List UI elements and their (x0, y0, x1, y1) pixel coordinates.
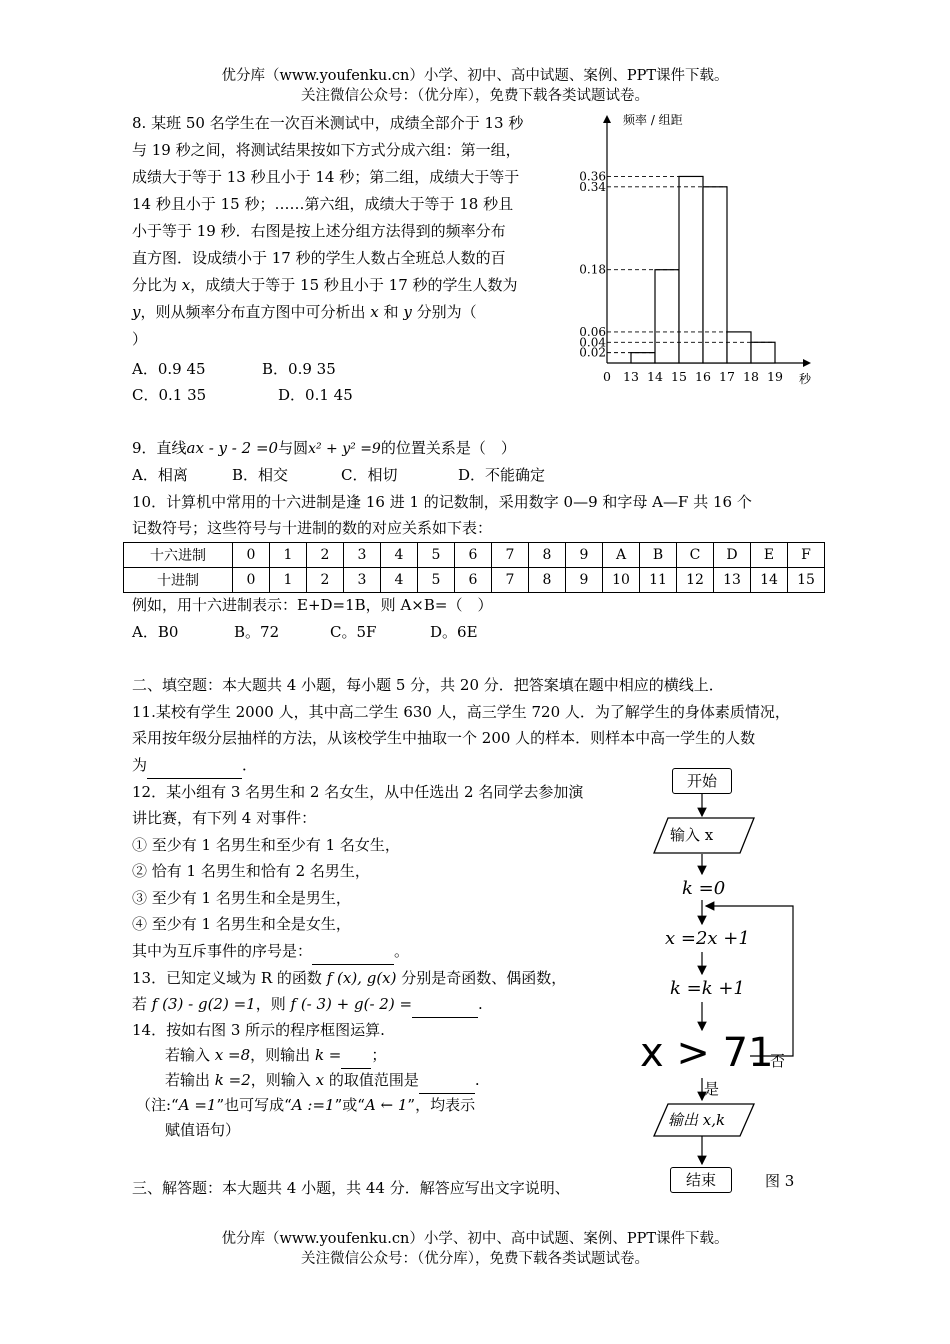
q8-option-b: B．0.9 35 (262, 360, 336, 378)
y-tick-label: 0.02 (579, 345, 606, 360)
flow-condition: x > 71 (640, 1030, 774, 1076)
table-cell: 11 (640, 568, 677, 593)
q9-option-a: A．相离 (132, 466, 188, 484)
x-tick-label: 15 (671, 369, 687, 384)
histogram-bar (751, 342, 775, 363)
table-cell: 8 (529, 568, 566, 593)
x-tick-label: 14 (647, 369, 663, 384)
q10-line-2: 记数符号；这些符号与十进制的数的对应关系如下表： (132, 519, 493, 537)
q12-event-1: ① 至少有 1 名男生和至少有 1 名女生， (132, 836, 400, 854)
table-cell: 14 (751, 568, 788, 593)
table-cell: 7 (492, 568, 529, 593)
header-line-2: 关注微信公众号：（优分库），免费下载各类试题试卷。 (301, 88, 649, 104)
table-cell: 9 (566, 543, 603, 568)
flow-yes-label: 是 (704, 1080, 720, 1098)
q8-option-c: C．0.1 35 (132, 386, 207, 404)
q14-line-1: 14．按如右图 3 所示的程序框图运算. (132, 1021, 385, 1039)
y-tick-label: 0.06 (579, 324, 606, 339)
table-row (124, 543, 825, 568)
y-tick-label: 0.04 (579, 335, 606, 350)
table-cell: F (788, 543, 825, 568)
table-cell: 3 (344, 568, 381, 593)
q8-line-7: 分比为 x，成绩大于等于 15 秒且小于 17 秒的学生人数为 (132, 276, 518, 294)
table-cell: 12 (677, 568, 714, 593)
q12-question: 其中为互斥事件的序号是： 。 (132, 938, 409, 965)
q12-line-2: 讲比赛，有下列 4 对事件： (132, 809, 317, 827)
q8-line: 8. 某班 50 名学生在一次百米测试中，成绩全部介于 13 秒 (132, 114, 524, 132)
footer-line-2: 关注微信公众号：（优分库），免费下载各类试题试卷。 (301, 1251, 649, 1267)
x-axis-arrow (803, 359, 811, 367)
x-tick-label: 18 (743, 369, 759, 384)
q8-line: 14 秒且小于 15 秒；……第六组，成绩大于等于 18 秒且 (132, 195, 514, 213)
q8-option-a: A．0.9 45 (132, 360, 206, 378)
q8-option-d: D．0.1 45 (278, 386, 353, 404)
q8-line: 小于等于 19 秒．右图是按上述分组方法得到的频率分布 (132, 222, 506, 240)
x-tick-label: 13 (623, 369, 639, 384)
q10-option-b: B。72 (234, 623, 280, 641)
table-cell: 1 (270, 543, 307, 568)
flow-output-text: 输出 x,k (668, 1111, 726, 1129)
y-tick-label: 0.18 (579, 262, 606, 277)
footer-line-1: 优分库（www.youfenku.cn）小学、初中、高中试题、案例、PPT课件下载。 (221, 1231, 729, 1247)
table-cell: 9 (566, 568, 603, 593)
q14-note: （注:“A =1”也可写成“A :=1”或“A ← 1”，均表示 (136, 1096, 476, 1114)
q14-output-k-blank[interactable] (341, 1042, 371, 1069)
x-tick-label: 0 (603, 369, 611, 384)
flow-input-text: 输入 x (670, 826, 714, 844)
x-tick-label: 16 (695, 369, 711, 384)
histogram-bar (703, 187, 727, 363)
table-cell: 13 (714, 568, 751, 593)
flow-no-label: 否 (770, 1052, 786, 1070)
q12-event-2: ② 恰有 1 名男生和恰有 2 名男生， (132, 862, 370, 880)
y-tick-label: 0.34 (579, 179, 606, 194)
q8-line-8: y，则从频率分布直方图中可分析出 x 和 y 分别为（ (132, 303, 477, 321)
q9-line-equation: ax - y - 2 =0 (186, 439, 279, 457)
q11-line-3: 为 ． (132, 752, 257, 779)
q8-line-9: ） (132, 330, 148, 348)
histogram-bar (679, 176, 703, 363)
q8-line: 与 19 秒之间，将测试结果按如下方式分成六组：第一组， (132, 141, 521, 159)
q13-answer-blank[interactable] (412, 991, 478, 1018)
flow-end-box: 结束 (670, 1167, 732, 1193)
table-cell: 3 (344, 543, 381, 568)
frequency-histogram (575, 105, 825, 395)
question-9: 9．直线ax - y - 2 =0与圆x² + y² =9的位置关系是（ ） (132, 439, 516, 457)
figure-3-label: 图 3 (765, 1172, 795, 1190)
x-tick-label: 17 (719, 369, 735, 384)
table-cell: 10 (603, 568, 640, 593)
q12-line-1: 12．某小组有 3 名男生和 2 名女生，从中任选出 2 名同学去参加演 (132, 783, 584, 801)
q11-line-2: 采用按年级分层抽样的方法，从该校学生中抽取一个 200 人的样本．则样本中高一学生的人数 (132, 729, 756, 747)
q12-event-4: ④ 至少有 1 名男生和全是女生， (132, 915, 351, 933)
flow-start-box: 开始 (672, 768, 732, 794)
q10-option-a: A．B0 (132, 623, 179, 641)
table-cell: 5 (418, 568, 455, 593)
table-cell: A (603, 543, 640, 568)
q9-option-d: D．不能确定 (458, 466, 546, 484)
table-cell: 1 (270, 568, 307, 593)
y-axis-arrow (603, 115, 611, 123)
table-cell: E (751, 543, 788, 568)
table-cell: 8 (529, 543, 566, 568)
q10-option-c: C。5F (330, 623, 377, 641)
q10-example: 例如，用十六进制表示：E+D=1B，则 A×B=（ ） (132, 596, 493, 614)
q12-event-3: ③ 至少有 1 名男生和全是男生， (132, 889, 351, 907)
table-cell: 6 (455, 568, 492, 593)
section-2-title: 二、填空题：本大题共 4 小题，每小题 5 分，共 20 分．把答案填在题中相应的横线上． (132, 676, 724, 694)
table-cell: 4 (381, 568, 418, 593)
q9-option-b: B．相交 (232, 466, 289, 484)
flow-init-k: k =0 (682, 878, 726, 899)
q9-circle-equation: x² + y² =9 (308, 441, 381, 457)
q14-note-line-2: 赋值语句） (165, 1121, 241, 1139)
q13-line-1: 13．已知定义域为 R 的函数 f (x), g(x) 分别是奇函数、偶函数， (132, 969, 567, 987)
y-tick-label: 0.36 (579, 169, 606, 184)
q14-line-3: 若输出 k =2，则输入 x 的取值范围是 . (165, 1067, 480, 1094)
y-axis-label: 频率 / 组距 (623, 113, 683, 127)
q10-line-1: 10．计算机中常用的十六进制是逢 16 进 1 的记数制，采用数字 0—9 和字母 A—F 共 16 个 (132, 493, 752, 511)
q9-option-c: C．相切 (341, 466, 398, 484)
table-cell: 4 (381, 543, 418, 568)
q12-answer-blank[interactable] (312, 938, 394, 965)
table-cell: 6 (455, 543, 492, 568)
table-cell: B (640, 543, 677, 568)
hex-decimal-table (123, 542, 825, 593)
q11-line-1: 11.某校有学生 2000 人，其中高二学生 630 人，高三学生 720 人．为了解学生的身体素质情况， (132, 703, 790, 721)
flow-step-x: x =2x +1 (665, 928, 750, 949)
table-cell: 2 (307, 543, 344, 568)
q14-line-2: 若输入 x =8，则输出 k = ； (165, 1042, 386, 1069)
q10-option-d: D。6E (430, 623, 478, 641)
table-cell: 2 (307, 568, 344, 593)
table-row (124, 568, 825, 593)
table-cell: 0 (233, 543, 270, 568)
x-tick-label: 19 (767, 369, 783, 384)
histogram-bar (655, 270, 679, 363)
flow-step-k: k =k +1 (670, 978, 745, 999)
histogram-bar (727, 332, 751, 363)
table-cell: D (714, 543, 751, 568)
table-row-header: 十六进制 (124, 543, 233, 568)
histogram-bar (631, 353, 655, 363)
table-row-header: 十进制 (124, 568, 233, 593)
section-3-title: 三、解答题：本大题共 4 小题，共 44 分．解答应写出文字说明、 (132, 1179, 570, 1197)
q11-answer-blank[interactable] (147, 752, 242, 779)
q14-range-blank[interactable] (419, 1067, 475, 1094)
x-axis-label: 秒 (799, 372, 812, 386)
q8-line: 直方图．设成绩小于 17 秒的学生人数占全班总人数的百 (132, 249, 506, 267)
table-cell: C (677, 543, 714, 568)
table-cell: 15 (788, 568, 825, 593)
table-cell: 0 (233, 568, 270, 593)
q13-line-2: 若 f (3) - g(2) =1，则 f (- 3) + g(- 2) = . (132, 991, 483, 1018)
header-line-1: 优分库（www.youfenku.cn）小学、初中、高中试题、案例、PPT课件下载。 (221, 68, 729, 84)
table-cell: 7 (492, 543, 529, 568)
q8-line: 成绩大于等于 13 秒且小于 14 秒；第二组，成绩大于等于 (132, 168, 520, 186)
table-cell: 5 (418, 543, 455, 568)
